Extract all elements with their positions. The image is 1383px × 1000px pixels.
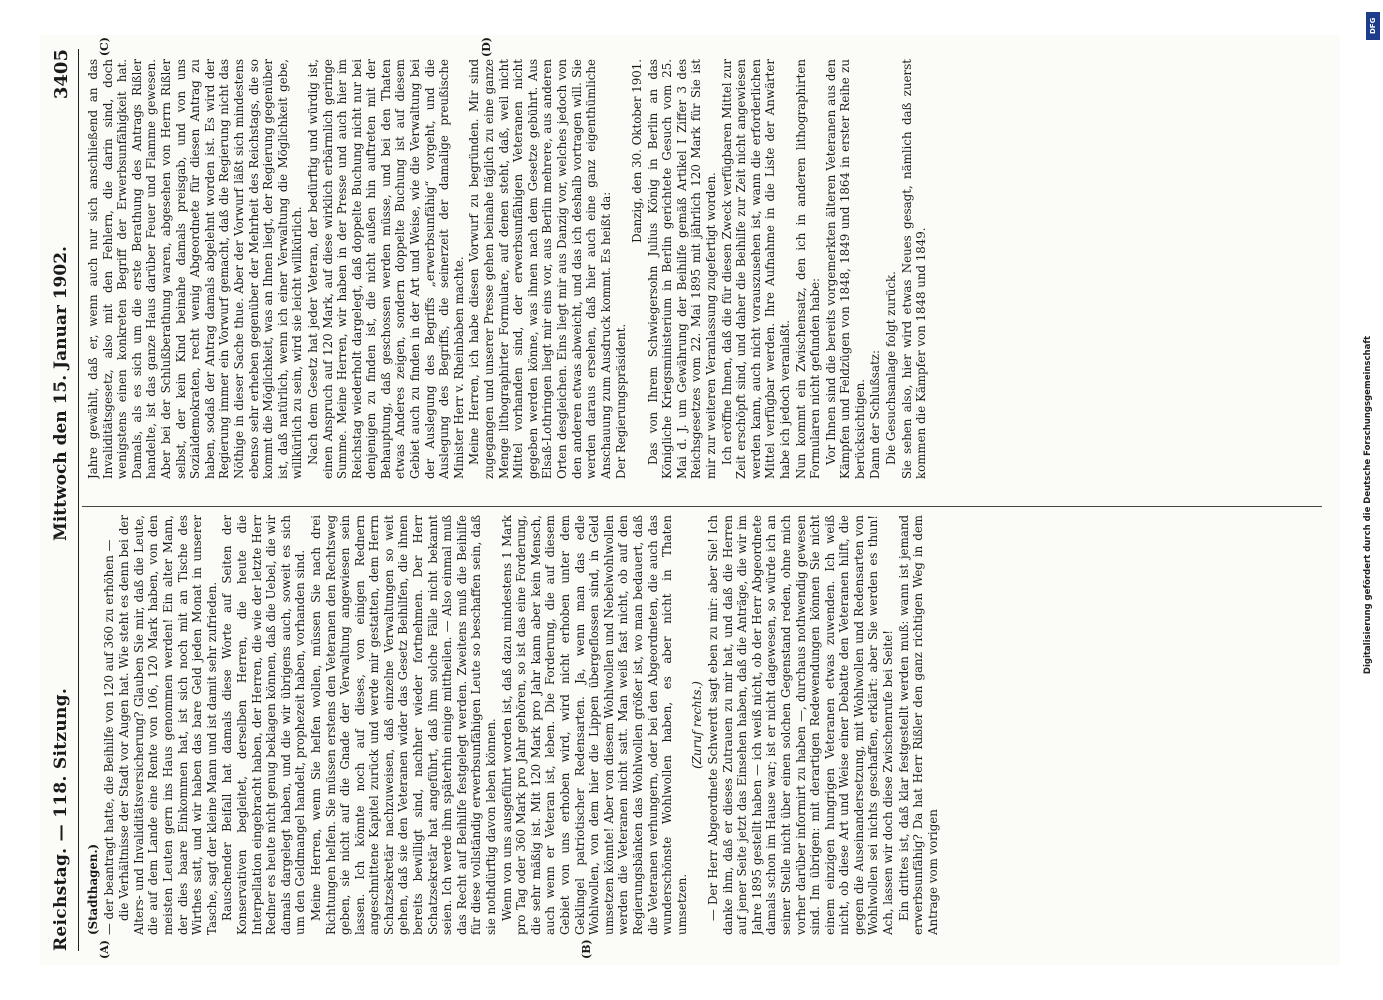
paragraph: Wenn von uns ausgeführt worden ist, daß dazu mindestens 1 Mark pro Tag oder 360 Mark pro Jahr gehören, so ist das eine Forderung, die sehr mäßig ist. Mit 120 Mark pro Jahr kann aber kein Mensch, auch wenn er Veteran ist, leben. Die Forderung, die auf diesem Gebiet von uns erhoben wird, wird nicht erhoben unter dem Geklingel patriotischer Redensarten. Ja, wenn man das edle Wohlwollen, von dem hier die Lippen übergeflossen sind, in Geld umsetzen könnte! Aber von diesem Wohlwollen und Nebelwohlwollen werden die Veteranen nicht satt. Man weiß fast nicht, ob auf den Regierungsbänken das Wohlwollen größer ist, wo man bedauert, daß die Veteranen verhungern, oder bei den Abgeordneten, die auch das wunderschönste Wohlwollen haben, es aber nicht in Thaten umsetzen. — [499, 515, 689, 935]
letter-date: Danzig, den 30. Oktober 1901. — [629, 59, 644, 243]
paragraph: Nach dem Gesetz hat jeder Veteran, der bedürftig und würdig ist, einen Anspruch auf 120 Mark, auf diese wirklich erbärmlich geringe Summe. Meine Herren, wir haben in der Presse und auch hier im Reichstag wiederholt dargelegt, daß doppelte Buchung nicht nur bei denjenigen zu finden ist, die nicht außen hin auftreten mit der Behauptung, daß geschossen werden müsse, und bei den Thaten etwas Anderes zeigen, sondern doppelte Buchung ist auf diesem Gebiet auch zu finden in der Art und Weise, wie die Verwaltung bei der Auslegung des Begriffs „erwerbsunfähig“ vorgeht, und die Auslegung des Begriffs, die seinerzeit der damalige preußische Minister Herr v. Rheinbaben machte. — [305, 59, 466, 479]
digitization-credit: Digitalisierung gefördert durch die Deutsche Forschungsgemeinschaft — [1363, 335, 1373, 675]
paragraph: Ein drittes ist, daß klar festgestellt werden muß: wann ist jemand erwerbsunfähig? Da hat Herr Rißler den ganz richtigen Weg in dem Antrage vom vorigen — [896, 515, 940, 935]
page-number: 3405 — [50, 49, 72, 100]
paragraph: — Der Herr Abgeordnete Schwerdt sagt eben zu mir: aber Sie! Ich danke ihm, daß er dieses Zutrauen zu mir hat, und daß die Herren auf jener Seite jetzt das Einsehen haben, daß die Anträge, die wir im Jahre 1895 gestellt haben — ich weiß nicht, ob der Herr Abgeordnete damals schon im Hause war; ist er nicht dagewesen, so würde ich an seiner Stelle nicht über einen solchen Gegenstand reden, ohne mich vorher darüber informirt zu haben —, durchaus nothwendig gewesen sind. Im übrigen: mit derartigen Redewendungen können Sie nicht einem einzigen hungrigen Veteranen etwas zuwenden. Ich weiß nicht, ob diese Art und Weise einer Debatte den Veteranen hilft, die gegen die Auseinandersetzung, mit Wohlwollen und Redensarten von Wohlwollen sei nichts geschaffen, erklärt: aber Sie werden es thun! Ach, lassen wir doch diese Zwischenrufe bei Seite! — [705, 515, 896, 935]
margin-marker-c: (C) — [98, 37, 111, 57]
letter-body: Die Gesuchsanlage folgt zurück. — [884, 271, 899, 465]
paragraph: Nun kommt ein Zwischensatz, den ich in anderen lithographirten Formularen nicht gefunden habe: — [793, 59, 823, 479]
paragraph: Meine Herren, ich habe diesen Vorwurf zu begründen. Mir sind zugegangen und unserer Presse gehen beinahe täglich zu eine ganze Menge lithographirter Formulare, auf denen steht, daß, weil nicht Mittel vorhanden sind, der erwerbsunfähigen Veteranen nicht gegeben werden könne, was ihnen nach dem Gesetze gebührt. Aus Elsaß-Lothringen liegt mir eins vor, aus Berlin mehrere, aus anderen Orten desgleichen. Eins liegt mir aus Danzig vor, welches jedoch von den anderen etwas abweicht, und das ich deshalb vortragen will. Sie werden daraus ersehen, daß hier auch eine ganz eigenthümliche Anschauung zum Ausdruck kommt. Es heißt da: — [467, 59, 613, 479]
margin-marker-d: (D) — [480, 37, 493, 57]
letter-sender: Der Regierungspräsident. — [614, 323, 629, 479]
interjection: (Zuruf rechts.) — [690, 681, 705, 769]
paragraph: Meine Herren, wenn Sie helfen wollen, müssen Sie nach drei Richtungen helfen. Sie müssen erstens den Veteranen den Rechtsweg geben, sie nicht auf die Gnade der Verwaltung angewiesen sein lassen. Ich könnte noch auf dieses, von einigen Rednern angeschnittene Kapitel zurück und werde mir gestatten, dem Herrn Schatzsekretär nachzuweisen, daß einzelne Verwaltungen so weit gehen, daß sie den Veteranen wider das Gesetz Beihilfen, die ihnen bereits bewilligt sind, nachher wieder fortnehmen. Der Herr Schatzsekretär hat angeführt, daß ihm solche Fälle nicht bekannt seien. Ich werde ihm späterhin einige mittheilen. — Also einmal muß das Recht auf Beihilfe festgelegt werden. Zweitens muß die Beihilfe für diese vollständig erwerbsunfähigen Leute so beschaffen sein, daß sie nothdürftig davon leben können. — [308, 515, 499, 935]
margin-marker-a: (A) — [98, 940, 111, 959]
dfg-logo-icon: DFG — [1366, 12, 1380, 40]
document-page — [40, 35, 1340, 965]
speaker-tag: (Stadthagen.) — [86, 843, 100, 935]
margin-marker-b: (B) — [580, 939, 593, 959]
paragraph: Sie sehen also, hier wird etwas Neues gesagt, nämlich daß zuerst kommen die Kämpfer von 1848 und 1849. — [899, 59, 929, 479]
letter-body: Vor Ihnen sind die bereits vorgemerkten älteren Veteranen aus den Kämpfen und Feldzügen von 1848, 1849 und 1864 in erster Reihe zu berücksichtigen. — [823, 59, 867, 479]
page-header — [44, 49, 79, 951]
left-column — [86, 515, 1320, 935]
letter-body: Ich eröffne Ihnen, daß die für diesen Zweck verfügbaren Mittel zur Zeit erschöpft sind, und daher die Beihilfe zur Zeit nicht angewiesen werden kann, auch nicht vorauszusehen ist, wann die erforderlichen Mittel verfügbar werden. Ihre Aufnahme in die Liste der Anwärter habe ich jedoch veranlaßt. — [719, 59, 792, 479]
header-right: Mittwoch den 15. Januar 1902. — [51, 246, 71, 541]
letter-body: Das von Ihrem Schwiegersohn Julius König in Berlin an das Königliche Kriegsministerium in Berlin gerichtete Gesuch vom 25. Mai d. J. um Gewährung der Beihilfe gemäß Artikel I Ziffer 3 des Reichsgesetzes vom 22. Mai 1895 mit jährlich 120 Mark für Sie ist mir zur weiteren Veranlassung zugefertigt worden. — [645, 59, 718, 479]
header-left: Reichstag. — 118. Sitzung. — [51, 687, 71, 951]
paragraph: Jahre gewählt, daß er, wenn auch nur sich anschließend an das Invaliditätsgesetz, also mit den Fehlern, die darin sind, doch wenigstens einen konkreten Begriff der Erwerbsunfähigkeit hat. Damals, als es sich um die erste Berathung des Antrags Rißler handelte, ist das ganze Haus darüber Feuer und Flamme gewesen. Aber bei der Schlußberathung waren, abgesehen von Herrn Rißler selbst, der kein Kind beinahe damals preisgab, und von uns Sozialdemokraten, recht wenig Abgeordnete für diesen Antrag zu haben, sodaß der Antrag damals abgelehnt worden ist. Es wird der Regierung immer ein Vorwurf gemacht, daß die Regierung nicht das Nöthige in dieser Sache thue. Aber der Vorwurf läßt sich mindestens ebenso sehr erheben gegenüber der Mehrheit des Reichstags, die so kommt die Möglichkeit, was an Ihnen liegt, der Regierung gegenüber ist, daß natürlich, wenn ich einer Verwaltung die Möglichkeit gebe, willkürlich zu sein, wird sie leicht willkürlich. — [86, 59, 305, 479]
paragraph: — der beantragt hatte, die Beihilfe von 120 auf 360 zu erhöhen — — [101, 539, 116, 935]
paragraph: die Verhältnisse der Stadt vor Augen hat. Wie steht es denn bei der Alters- und Invaliditätsversicherung? Glauben Sie mir, daß die Leute, die auf dem Lande eine Rente von 106, 120 Mark haben, von den meisten Leuten gern ins Haus genommen werden! Ein alter Mann, der dies baare Einkommen hat, ist sich noch mit an Tische des Wirthes satt, und wir haben das bare Geld jeden Monat in unserer Tasche, sagt der kleine Mann und ist damit sehr zufrieden. — [117, 515, 219, 935]
paragraph: Rauschender Beifall hat damals diese Worte auf Seiten der Konservativen begleitet, derselben Herren, die heute die Interpellation eingebracht haben, der Herren, die wie der letzte Herr Redner es heute nicht genug beklagen können, daß die Uebel, die wir damals dargelegt haben, und die wir übrigens auch, soweit es sich um den Geldmangel handelt, prophezeit haben, vorhanden sind. — [220, 515, 308, 935]
paragraph: Dann der Schlußsatz: — [868, 350, 883, 479]
column-divider — [82, 506, 1322, 507]
right-column — [86, 59, 1320, 479]
